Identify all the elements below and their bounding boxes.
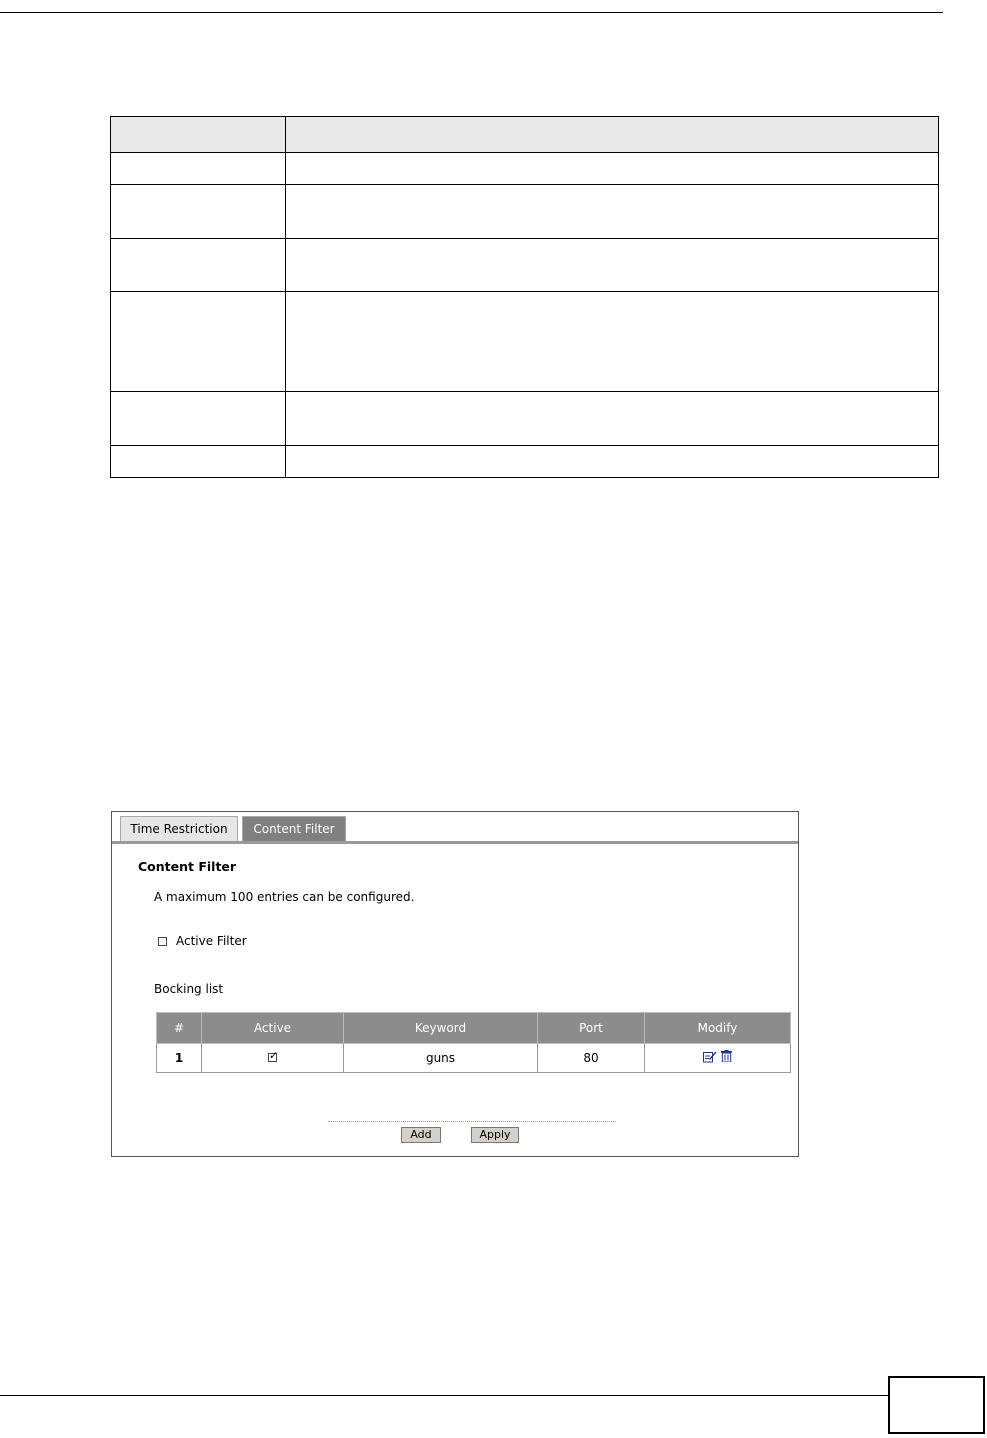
max-entries-note: A maximum 100 entries can be configured. [154,890,415,904]
active-filter-option[interactable] [158,934,247,948]
edit-icon[interactable] [703,1050,715,1062]
reference-row [111,153,939,185]
row-active-checkbox[interactable] [268,1053,277,1062]
reference-row [111,392,939,446]
content-filter-screenshot [111,811,799,1157]
reference-row [111,185,939,239]
col-port: Port [538,1013,645,1044]
active-filter-checkbox[interactable] [158,937,167,946]
blocking-list-header [157,1013,791,1044]
add-button[interactable]: Add [401,1127,441,1143]
active-filter-label: Active Filter [176,934,247,948]
page-number-box [888,1376,985,1434]
tab-time-restriction[interactable]: Time Restriction [120,816,238,841]
section-title: Content Filter [138,859,237,874]
col-active: Active [202,1013,344,1044]
reference-table [110,116,939,478]
row-index: 1 [157,1044,202,1073]
col-keyword: Keyword [344,1013,538,1044]
tab-underline [112,841,798,844]
row-active-cell [202,1044,344,1073]
tab-content-filter[interactable]: Content Filter [242,816,346,841]
reference-row [111,446,939,478]
blocking-list-title: Bocking list [154,982,224,996]
trash-icon[interactable] [721,1050,733,1062]
reference-header-cell-2 [286,117,939,153]
header-rule [0,12,943,13]
row-port: 80 [538,1044,645,1073]
reference-header-cell-1 [111,117,286,153]
row-keyword: guns [344,1044,538,1073]
table-row [157,1044,791,1073]
col-modify: Modify [645,1013,791,1044]
reference-table-header [111,117,939,153]
apply-button[interactable]: Apply [471,1127,519,1143]
button-separator [328,1121,616,1122]
row-modify [645,1044,791,1073]
reference-row [111,239,939,292]
col-index: # [157,1013,202,1044]
footer-rule [0,1395,888,1396]
reference-row [111,292,939,392]
blocking-list-table [156,1012,791,1073]
